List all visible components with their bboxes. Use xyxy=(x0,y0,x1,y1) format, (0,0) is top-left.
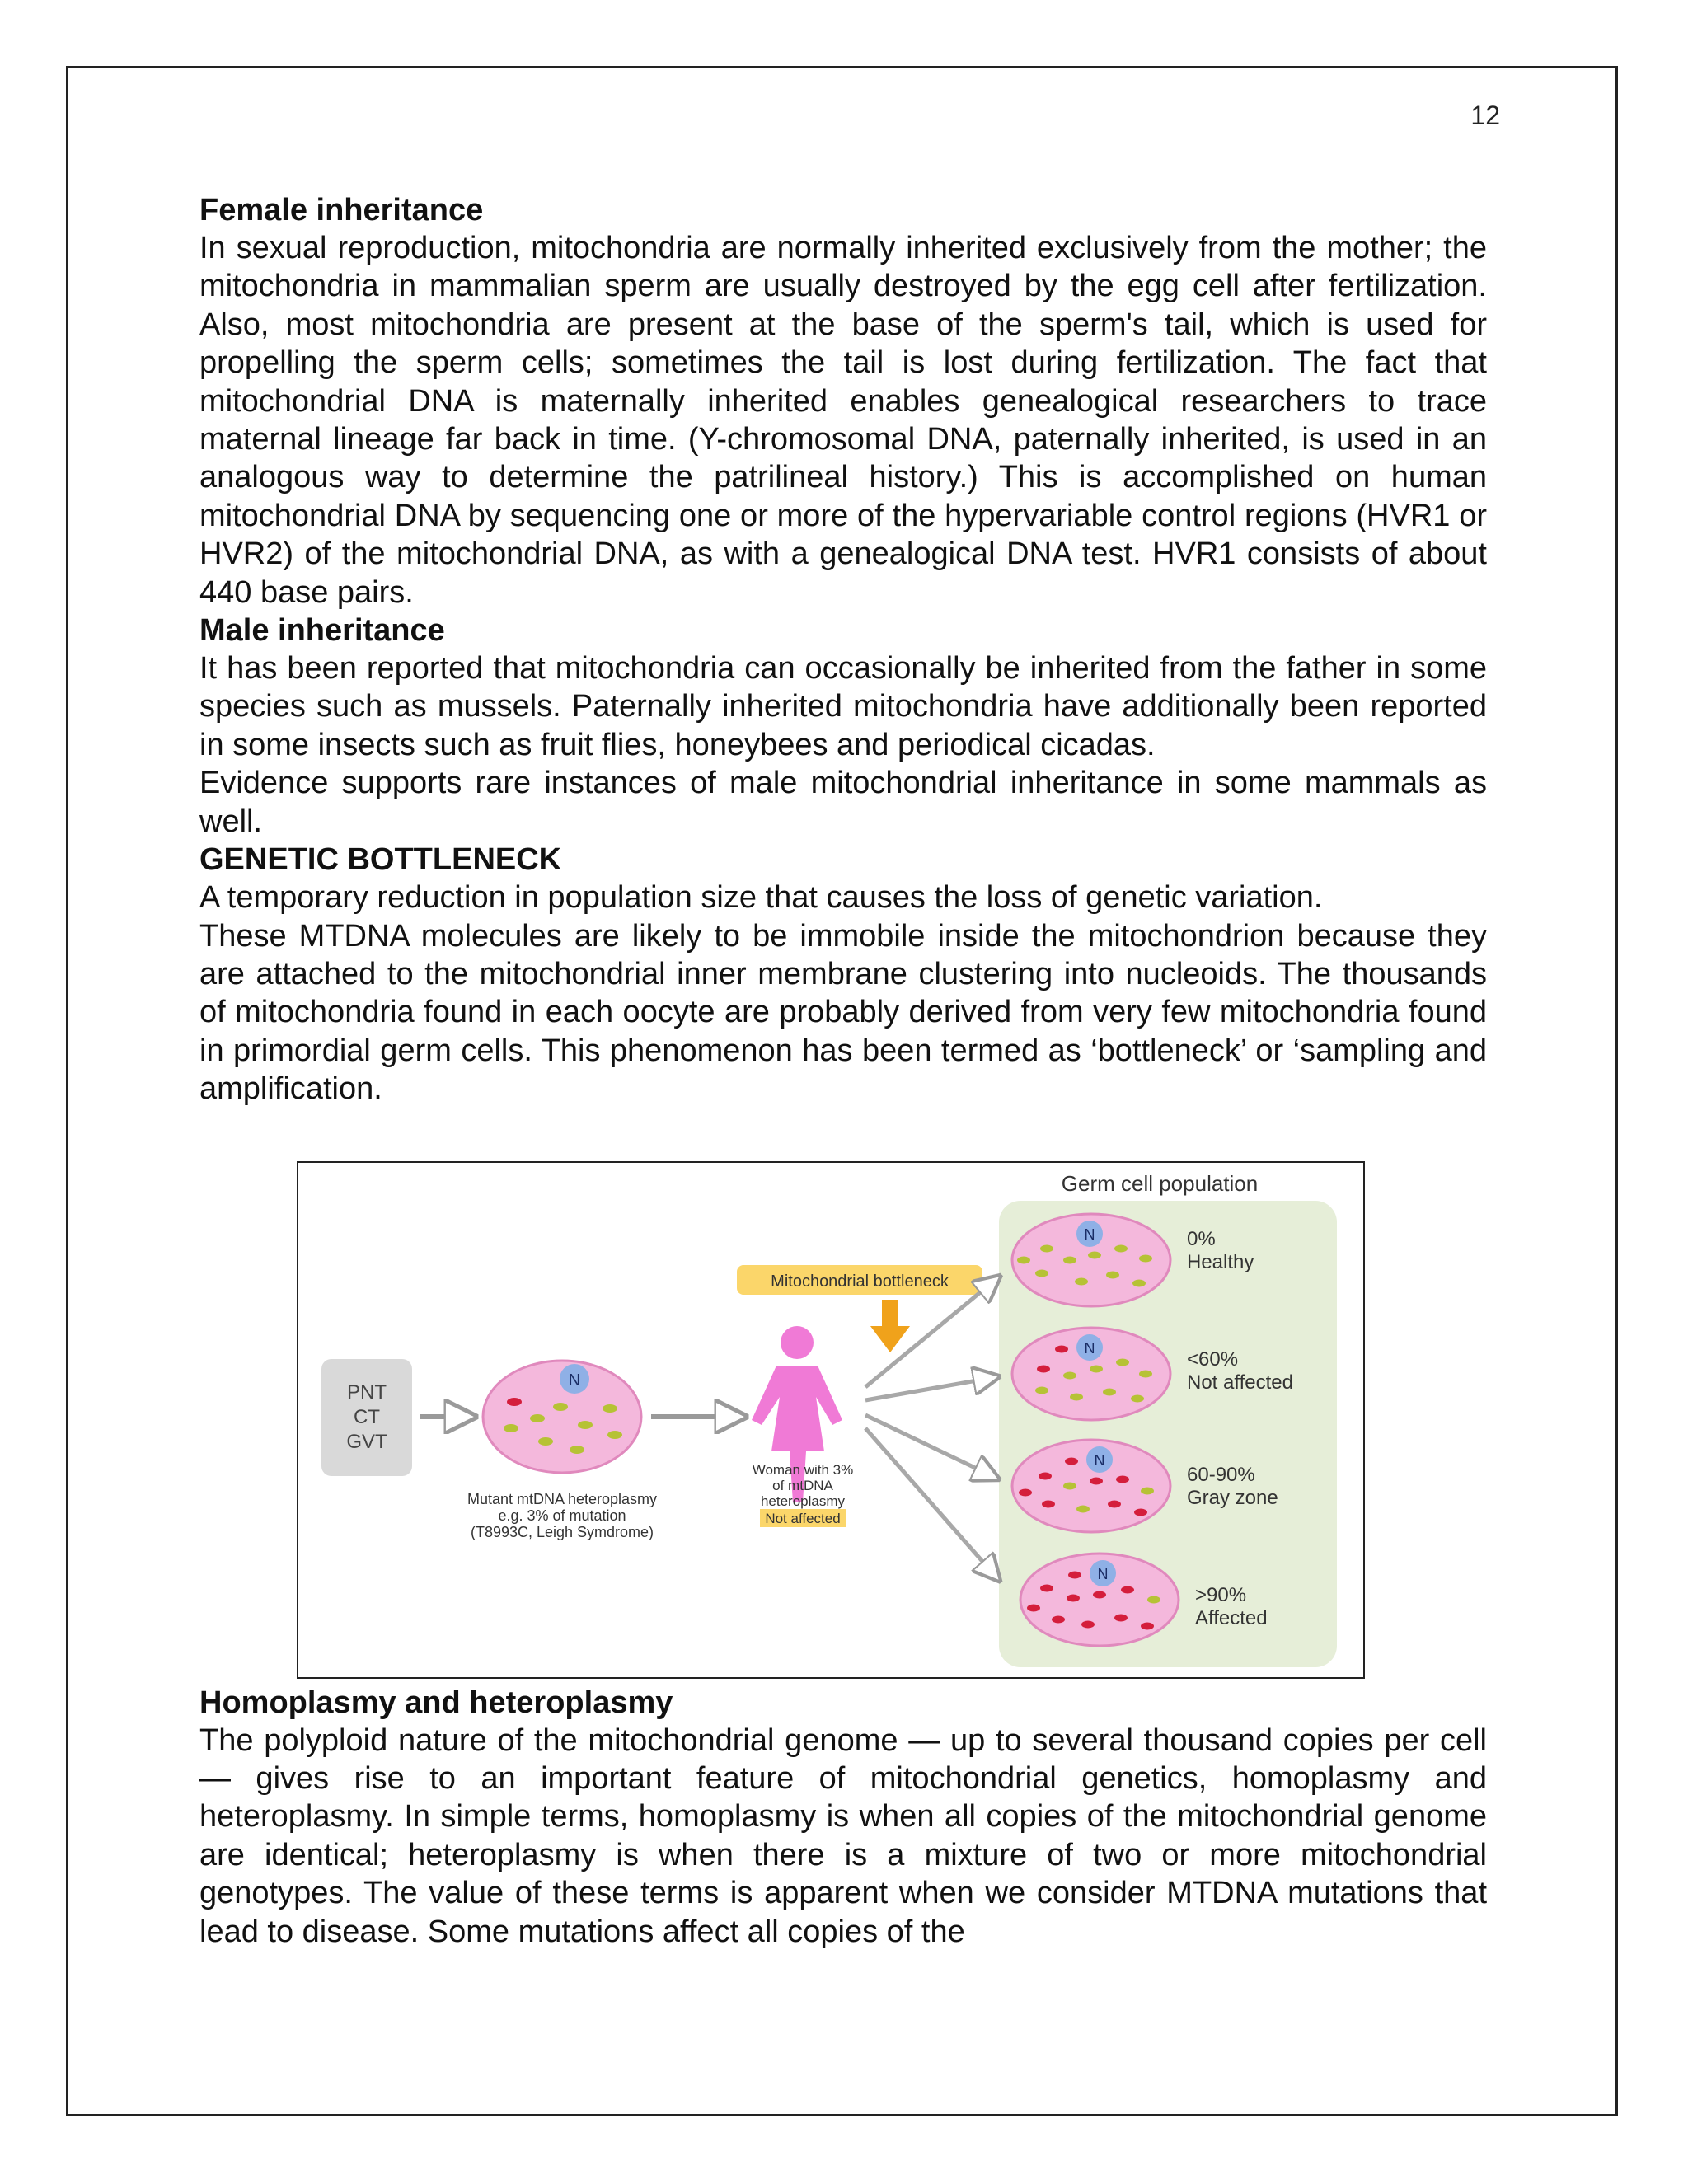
paragraph-bottleneck-definition: A temporary reduction in population size that causes the loss of genetic variation. xyxy=(199,880,1323,916)
outcome-status-not-affected: Not affected xyxy=(1187,1371,1293,1394)
svg-text:N: N xyxy=(1084,1339,1095,1357)
mutant-caption-line-1: Mutant mtDNA heteroplasmy xyxy=(467,1490,658,1507)
arrow-to-cell-not-affected xyxy=(865,1377,996,1400)
heading-genetic-bottleneck: GENETIC BOTTLENECK xyxy=(199,842,562,878)
treatment-pnt: PNT xyxy=(347,1380,387,1404)
bottleneck-label: Mitochondrial bottleneck xyxy=(771,1272,949,1291)
germ-cell-not-affected xyxy=(1012,1328,1170,1420)
paragraph-male-inheritance-2: Evidence supports rare instances of male mitochondrial inheritance in some mammals as well. xyxy=(199,766,1487,839)
mutant-caption-line-3: (T8993C, Leigh Symdrome) xyxy=(470,1523,654,1540)
heading-female-inheritance: Female inheritance xyxy=(199,193,484,227)
mutant-cell xyxy=(483,1361,641,1473)
outcome-status-affected: Affected xyxy=(1195,1606,1268,1629)
woman-caption-line-3: heteroplasmy xyxy=(760,1493,846,1509)
germ-cell-gray-zone xyxy=(1012,1440,1170,1532)
mutant-caption-line-2: e.g. 3% of mutation xyxy=(498,1507,626,1524)
paragraph-male-inheritance-1: It has been reported that mitochondria can occasionally be inherited from the father in some species such as mussels. Paternally inherited mitochondria have additionally been reported in some insects such as fruit flies, honeybees and periodical cicadas. xyxy=(199,651,1487,762)
page-number: 12 xyxy=(1470,101,1500,130)
outcome-status-gray-zone: Gray zone xyxy=(1187,1486,1278,1509)
heading-homoplasmy: Homoplasmy and heteroplasmy xyxy=(199,1685,673,1720)
svg-text:N: N xyxy=(1094,1451,1105,1469)
woman-status: Not affected xyxy=(765,1510,841,1526)
page-content xyxy=(199,191,1487,1951)
outcome-percent-not-affected: <60% xyxy=(1187,1347,1239,1371)
outcome-percent-healthy: 0% xyxy=(1187,1227,1216,1250)
heading-male-inheritance: Male inheritance xyxy=(199,613,445,649)
outcome-percent-gray-zone: 60-90% xyxy=(1187,1463,1255,1486)
woman-caption-line-2: of mtDNA xyxy=(772,1477,833,1493)
woman-caption-line-1: Woman with 3% xyxy=(752,1461,854,1478)
svg-text:N: N xyxy=(1084,1226,1095,1243)
outcome-percent-affected: >90% xyxy=(1195,1583,1247,1606)
treatment-gvt: GVT xyxy=(346,1430,387,1453)
paragraph-homoplasmy: The polyploid nature of the mitochondrial genome — up to several thousand copies per cell — gives rise to an important feature of mitochondrial genetics, homoplasmy and heteroplasmy. In simple terms, homoplasmy is when all copies of the mitochondrial genome are identical; heteroplasmy is when there is a mixture of two or more mitochondrial genotypes. The value of these terms is apparent when we consider MTDNA mutations that lead to disease. Some mutations affect all copies of the xyxy=(199,1722,1487,1949)
arrow-to-cell-affected xyxy=(865,1428,997,1578)
bottleneck-figure xyxy=(297,1161,1365,1679)
germ-cell-affected xyxy=(1020,1554,1179,1646)
paragraph-bottleneck-detail: These MTDNA molecules are likely to be immobile inside the mitochondrion because they are attached to the mitochondrial inner membrane clustering into nucleoids. The thousands of mitochondria found in each oocyte are probably derived from very few mitochondria found in primordial germ cells. This phenomenon has been termed as ‘bottleneck’ or ‘sampling and amplification. xyxy=(199,918,1487,1107)
bottleneck-down-arrow-icon xyxy=(870,1300,910,1352)
germ-cell-healthy xyxy=(1012,1214,1170,1306)
svg-text:N: N xyxy=(1097,1565,1109,1582)
outcome-status-healthy: Healthy xyxy=(1187,1250,1254,1273)
bottleneck-diagram xyxy=(298,1163,1363,1677)
paragraph-female-inheritance: In sexual reproduction, mitochondria are normally inherited exclusively from the mother; the mitochondria in mammalian sperm are usually destroyed by the egg cell after fertilization. Also, most mitochondria are present at the base of the sperm's tail, which is used for propelling the sperm cells; sometimes the tail is lost during fertilization. The fact that mitochondrial DNA is maternally inherited enables genealogical researchers to trace maternal lineage far back in time. (Y-chromosomal DNA, paternally inherited, is used in an analogous way to determine the patrilineal history.) This is accomplished on human mitochondrial DNA by sequencing one or more of the hypervariable control regions (HVR1 or HVR2) of the mitochondrial DNA, as with a genealogical DNA test. HVR1 consists of about 440 base pairs. xyxy=(199,231,1487,610)
arrow-to-cell-gray-zone xyxy=(865,1415,996,1478)
svg-text:N: N xyxy=(568,1371,581,1390)
germ-cell-panel-title: Germ cell population xyxy=(1061,1170,1259,1196)
treatment-ct: CT xyxy=(354,1405,380,1428)
